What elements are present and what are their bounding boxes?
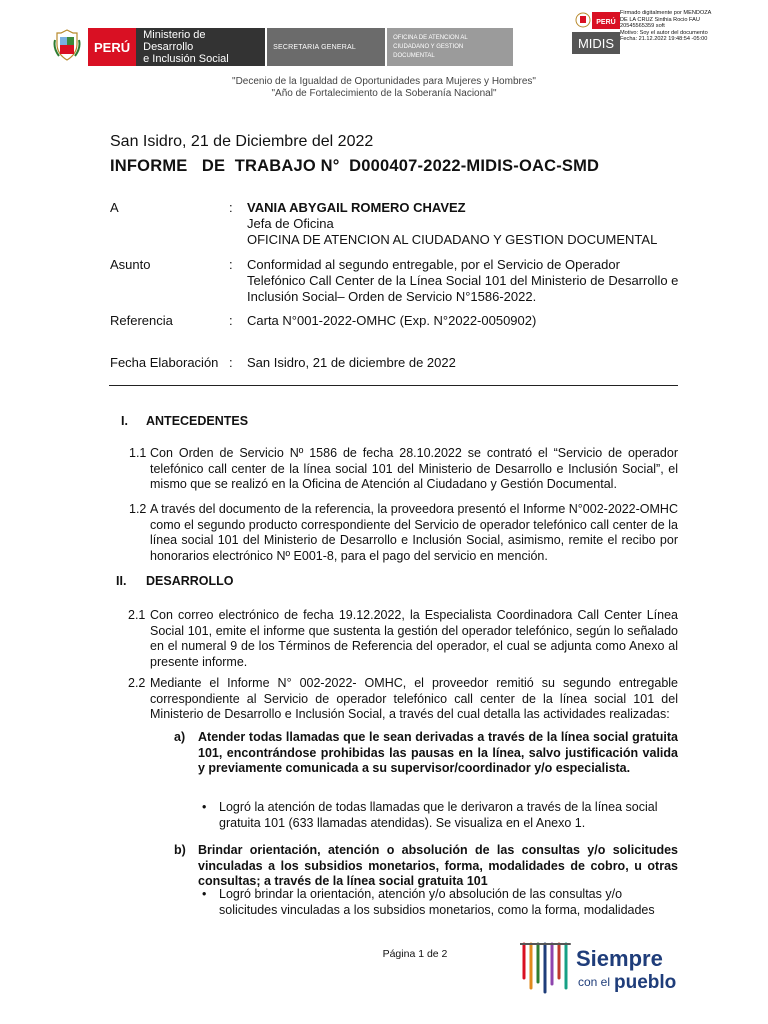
document-date: San Isidro, 21 de Diciembre del 2022 [110,133,374,150]
paragraph-1-2-number: 1.2 [129,502,147,516]
field-fecha-label: Fecha Elaboración [110,355,219,370]
document-title: INFORME DE TRABAJO N° D000407-2022-MIDIS-OAC-SMD [110,157,600,175]
field-asunto-label: Asunto [110,257,151,272]
ministry-line1: Ministerio de Desarrollo [143,29,206,53]
field-fecha-colon: : [229,355,233,370]
oficina-label [387,28,513,66]
sig-line3: 20545565359 soft [620,23,665,30]
midis-signature-logo [572,10,622,56]
field-referencia-label: Referencia [110,313,173,328]
field-a-label: A [110,200,119,215]
sig-line5: Fecha: 21.12.2022 19:48:54 -05:00 [620,36,708,43]
field-referencia-colon: : [229,313,233,328]
item-a-text: Atender todas llamadas que le sean derivadas a través de la línea social gratuita 101, encontrándose prohibidas las pausas en la línea, salvo justificación valida y previamente comunicada a su supervisor/coordinador y/o especialista. [198,730,678,775]
section1-title: ANTECEDENTES [146,414,249,428]
section1-number: I. [121,414,128,428]
field-fecha-value: San Isidro, 21 de diciembre de 2022 [247,355,456,370]
item-b-bullet-text [219,887,678,918]
item-a-label: a) [174,730,186,744]
field-referencia-value: Carta N°001-2022-OMHC (Exp. N°2022-0050902) [247,313,537,328]
section2-title: DESARROLLO [146,574,234,588]
item-b-text: Brindar orientación, atención o absolución de las consultas y/o solicitudes vinculadas a los subsidios monetarios, forma, modalidades de cobro, u otras consultas; a través de la línea social gratuita 101 [198,843,678,888]
brand-line2-b: pueblo [614,972,677,993]
asunto-line3: Inclusión Social– Orden de Servicio N°1586-2022. [247,289,537,304]
oficina-line1: OFICINA DE ATENCION AL [393,34,468,41]
bullet-a: • [202,800,207,814]
ministry-line2: e Inclusión Social [143,53,229,65]
item-b-label: b) [174,843,186,857]
digital-signature-text [620,10,760,43]
paragraph-2-2-number: 2.2 [128,676,146,690]
slogan [0,76,768,100]
ministry-name [136,28,265,66]
paragraph-2-1-number: 2.1 [128,608,146,622]
paragraph-1-1: Con Orden de Servicio Nº 1586 de fecha 28.10.2022 se contrató el “Servicio de operador telefónico call center de la línea social 101 del Ministerio de Desarrollo e Inclusión Social”, el mismo que se realizó en la Oficina de Atención al Ciudadano y Gestión Documental. [150,446,678,491]
paragraph-2-1: Con correo electrónico de fecha 19.12.2022, la Especialista Coordinadora Call Center Línea Social 101, emite el informe que sustenta la gestión del operador telefónico, según lo señalado en el numeral 9 de los Términos de Referencia del operador, el cual se adjunta como Anexo al presente informe. [150,608,678,669]
sig-line4: Motivo: Soy el autor del documento [620,29,708,36]
oficina-line2: CIUDADANO Y GESTION [393,43,464,50]
peru-label: PERÚ [88,28,136,66]
bullet-b: • [202,887,207,901]
paragraph-1-1-number: 1.1 [129,446,147,460]
page-number: Página 1 de 2 [382,948,448,960]
recipient-office: OFICINA DE ATENCION AL CIUDADANO Y GESTION DOCUMENTAL [247,232,658,247]
field-a-colon: : [229,200,233,215]
sig-country-text: PERÚ [596,19,616,26]
recipient-role: Jefa de Oficina [247,216,334,231]
brand-line2-a: con el [578,975,611,989]
coat-of-arms-icon [52,28,82,62]
field-asunto-colon: : [229,257,233,272]
field-a-value [247,200,687,248]
secretaria-label: SECRETARIA GENERAL [267,28,385,66]
paragraph-1-2: A través del documento de la referencia, la proveedora presentó el Informe N°002-2022-OMHC como el segundo producto correspondiente del Servicio de operador telefónico call center de la línea social 101 del Ministerio de Desarrollo e Inclusión Social, asimismo, remite el recibo por honorarios electrónico Nº E001-8, para el pago del servicio en mención. [150,502,678,563]
slogan-line1: "Decenio de la Igualdad de Oportunidades para Mujeres y Hombres" [232,76,536,87]
item-a-bullet-text: Logró la atención de todas llamadas que le derivaron a través de la línea social gratuita 101 (633 llamadas atendidas). Se visualiza en el Anexo 1. [219,800,658,830]
asunto-line2: Telefónico Call Center de la Línea Social 101 del Ministerio de Desarrollo e [247,273,679,288]
oficina-line3: DOCUMENTAL [393,52,435,59]
item-b-bullet-content: Logró brindar la orientación, atención y/o absolución de las consultas y/o solicitudes vinculadas a los subsidios monetarios, como la forma, modalidades [219,887,655,917]
recipient-name: VANIA ABYGAIL ROMERO CHAVEZ [247,200,466,215]
siempre-con-el-pueblo-logo [520,938,680,998]
asunto-line1: Conformidad al segundo entregable, por el Servicio de Operador [247,257,620,272]
section2-number: II. [116,574,127,588]
slogan-line2: "Año de Fortalecimiento de la Soberanía Nacional" [271,88,497,99]
brand-line1: Siempre [576,946,663,971]
paragraph-2-2: Mediante el Informe N° 002-2022- OMHC, el proveedor remitió su segundo entregable correspondiente al Servicio de operador telefónico call center de la línea social 101 del Ministerio de Desarrollo e Inclusión Social, a través del cual detalla las actividades realizadas: [150,676,678,721]
institution-header [52,28,513,66]
field-asunto-value [247,257,687,305]
sig-line1: Firmado digitalmente por MENDOZA [620,10,712,16]
sig-brand-text: MIDIS [577,36,615,51]
sig-line2: DE LA CRUZ Sinthia Rocio FAU [620,16,700,23]
header-divider [109,385,678,386]
